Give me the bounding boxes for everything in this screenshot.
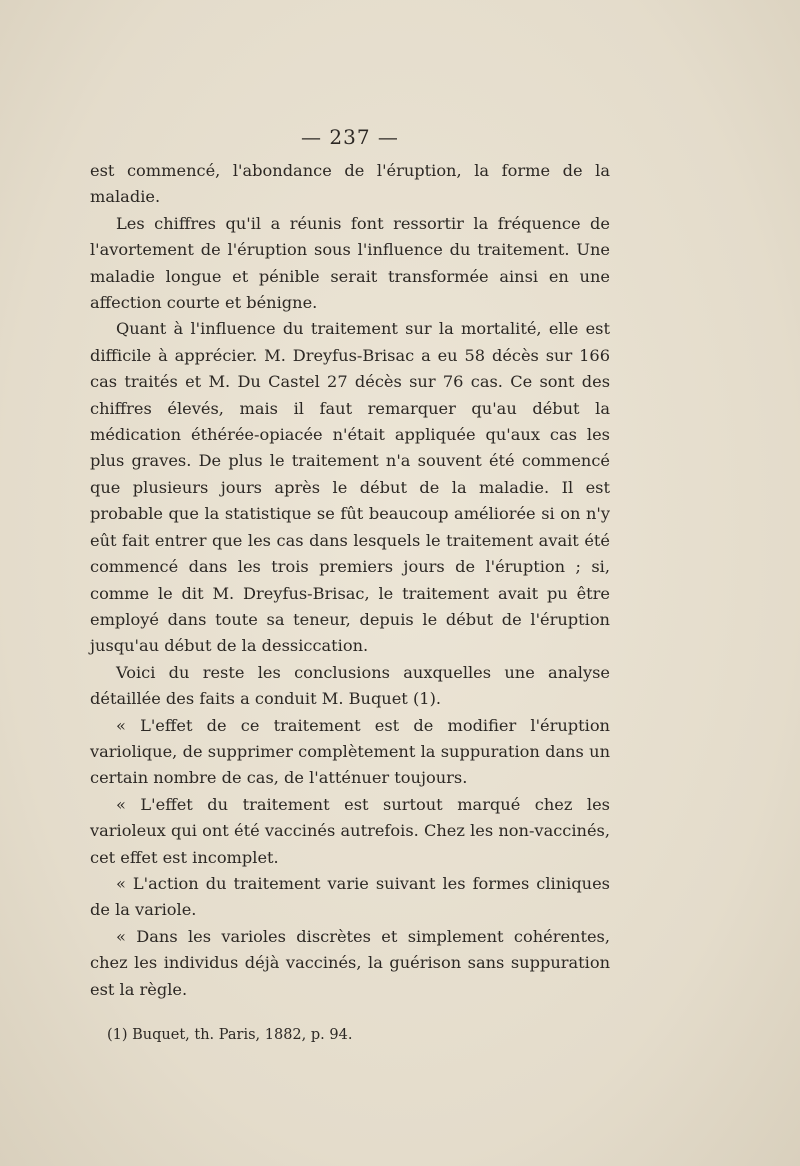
paragraph: Les chiffres qu'il a réunis font ressortir la fréquence de l'avortement de l'éruption sous l'influence du traitement. Une maladie longue et pénible serait transformée ainsi en une affection courte et bénigne. — [90, 213, 610, 313]
paragraph: « Dans les varioles discrètes et simplement cohérentes, chez les individus déjà vaccinés, la guérison sans suppuration est la règle. — [90, 926, 610, 999]
paragraph: « L'action du traitement varie suivant les formes cliniques de la variole. — [90, 873, 610, 920]
paragraph: « L'effet de ce traitement est de modifier l'éruption variolique, de supprimer complètement la suppuration dans un certain nombre de cas, de l'atténuer toujours. — [90, 715, 610, 788]
paragraph: Quant à l'influence du traitement sur la mortalité, elle est difficile à apprécier. M. Dreyfus-Brisac a eu 58 décès sur 166 cas traités et M. Du Castel 27 décès sur 76 cas. Ce sont des chiffres élevés, mais il faut remarquer qu'au début la médication éthérée-opiacée n'était appliquée qu'aux cas les plus graves. De plus le traitement n'a souvent été commencé que plusieurs jours après le début de la maladie. Il est probable que la statistique se fût beaucoup améliorée si on n'y eût fait entrer que les cas dans lesquels le traitement avait été commencé dans les trois premiers jours de l'éruption ; si, comme le dit M. Dreyfus-Brisac, le traitement avait pu être employé dans toute sa teneur, depuis le début de l'éruption jusqu'au début de la dessiccation. — [90, 319, 610, 656]
page-number: — 237 — — [301, 125, 399, 149]
page-body — [90, 124, 610, 1003]
paragraph: est commencé, l'abondance de l'éruption, la forme de la maladie. — [90, 161, 610, 207]
paragraph: Voici du reste les conclusions auxquelles une analyse détaillée des faits a conduit M. Buquet (1). — [90, 662, 610, 709]
footnote: (1) Buquet, th. Paris, 1882, p. 94. — [107, 1027, 353, 1043]
paragraph: « L'effet du traitement est surtout marqué chez les varioleux qui ont été vaccinés autrefois. Chez les non-vaccinés, cet effet est incomplet. — [90, 794, 610, 867]
